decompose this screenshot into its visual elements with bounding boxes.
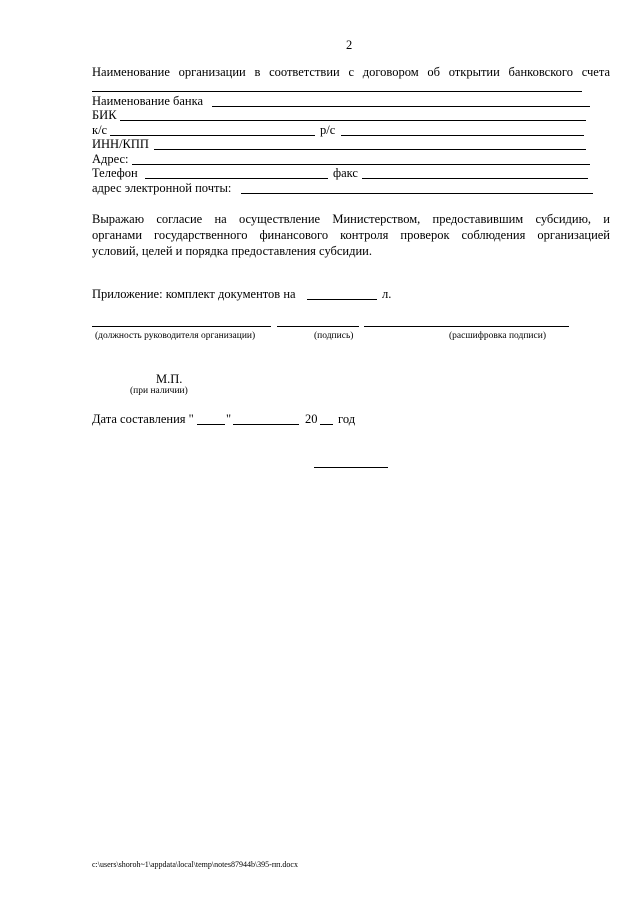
signature-decoding-line[interactable] — [364, 326, 569, 327]
date-year-line[interactable] — [320, 424, 333, 425]
stamp-label: М.П. — [156, 372, 183, 386]
signature-line[interactable] — [277, 326, 359, 327]
consent-line-3: условий, целей и порядка предоставления субсидии. — [92, 244, 372, 258]
end-separator — [314, 467, 388, 468]
footer-file-path: c:\users\shoroh~1\appdata\local\temp\notes87944b\395-пп.docx — [92, 860, 298, 869]
inn-kpp-label: ИНН/КПП — [92, 137, 149, 151]
date-quote-close: " — [226, 412, 232, 426]
date-day-line[interactable] — [197, 424, 225, 425]
attachment-suffix: л. — [382, 287, 392, 301]
phone-label: Телефон — [92, 166, 138, 180]
date-month-line[interactable] — [233, 424, 299, 425]
bank-name-line[interactable] — [212, 106, 590, 107]
bik-label: БИК — [92, 108, 117, 122]
position-caption: (должность руководителя организации) — [95, 331, 256, 341]
bik-line[interactable] — [120, 120, 586, 121]
consent-line-1: Выражаю согласие на осуществление Министерством, предоставившим субсидию, и — [92, 212, 610, 226]
consent-paragraph — [92, 211, 610, 259]
bank-name-label: Наименование банка — [92, 94, 204, 108]
rs-line[interactable] — [341, 135, 584, 136]
address-line[interactable] — [132, 164, 590, 165]
page-number: 2 — [346, 38, 353, 52]
consent-line-2: органами государственного финансового контроля проверок соблюдения организацией — [92, 228, 610, 242]
date-label: Дата составления " — [92, 412, 194, 426]
date-suffix: год — [338, 412, 356, 426]
fax-line[interactable] — [362, 178, 588, 179]
organization-name-label: Наименование организации в соответствии с договором об открытии банковского счета — [92, 65, 610, 79]
attachment-label: Приложение: комплект документов на — [92, 287, 296, 301]
stamp-note: (при наличии) — [130, 386, 188, 396]
signature-caption: (подпись) — [314, 331, 354, 341]
attachment-pages-line[interactable] — [307, 299, 377, 300]
email-line[interactable] — [241, 193, 593, 194]
position-signature-line[interactable] — [92, 326, 271, 327]
ks-line[interactable] — [110, 135, 315, 136]
rs-label: р/с — [320, 123, 336, 137]
address-label: Адрес: — [92, 152, 129, 166]
phone-line[interactable] — [145, 178, 328, 179]
date-year-prefix: 20 — [305, 412, 318, 426]
inn-kpp-line[interactable] — [154, 149, 586, 150]
fax-label: факс — [333, 166, 358, 180]
decoding-caption: (расшифровка подписи) — [449, 331, 546, 341]
ks-label: к/с — [92, 123, 108, 137]
organization-name-line[interactable] — [92, 91, 582, 92]
email-label: адрес электронной почты: — [92, 181, 232, 195]
